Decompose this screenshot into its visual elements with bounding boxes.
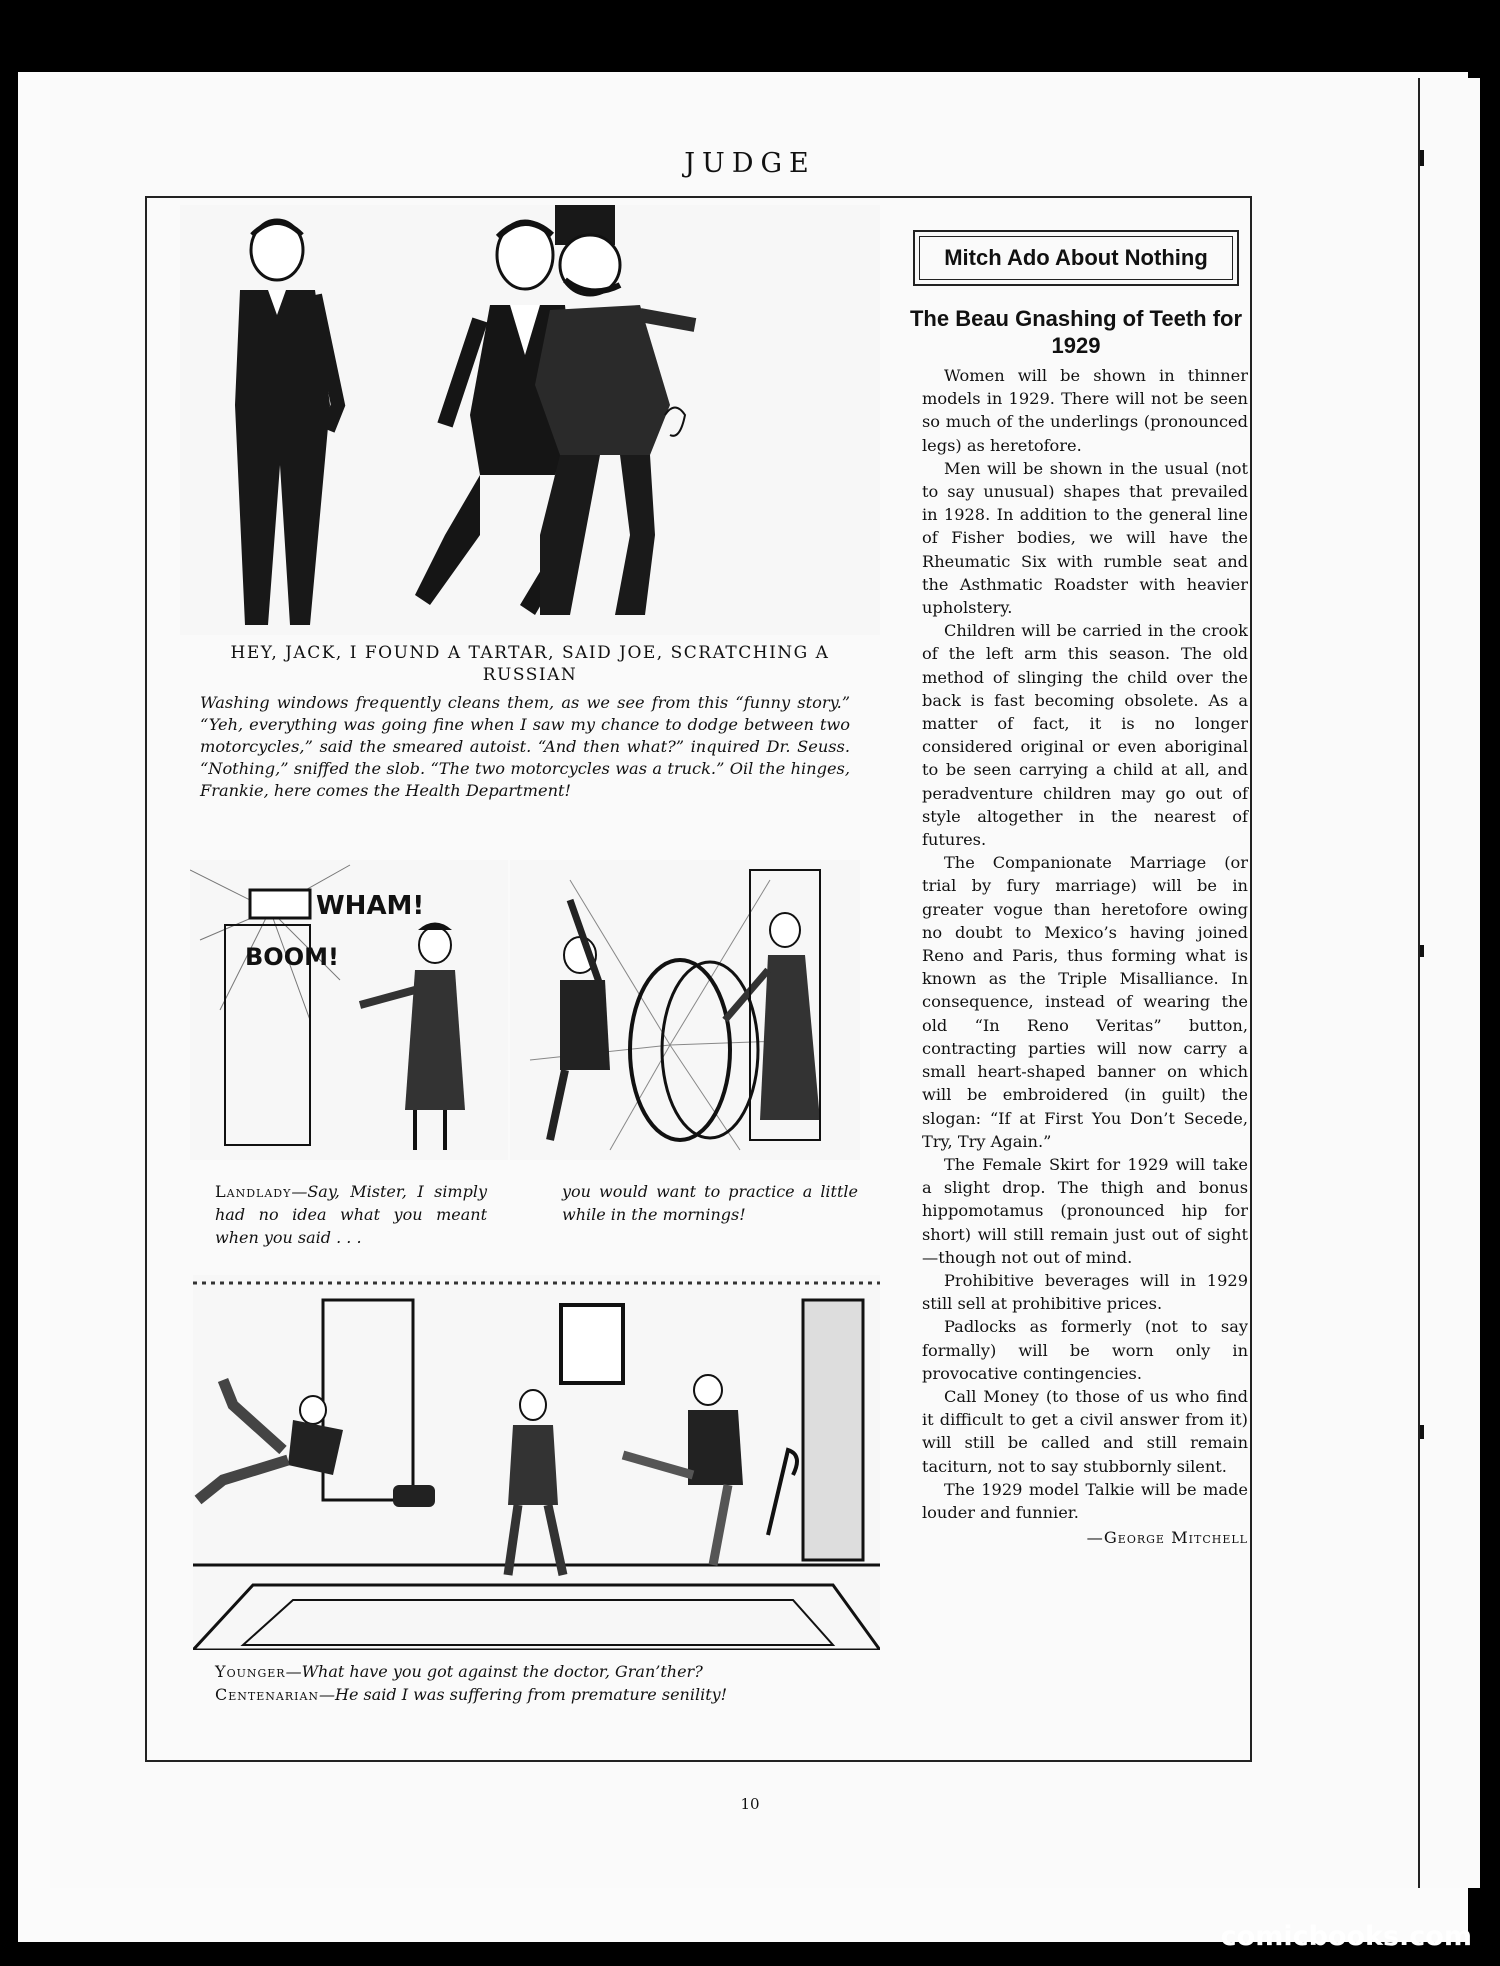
article-box-title: Mitch Ado About Nothing [944, 245, 1208, 270]
speaker-younger: Younger [215, 1662, 286, 1681]
cartoon-landlady-panel-left [190, 860, 508, 1160]
masthead: JUDGE [684, 148, 816, 179]
article-paragraph: Children will be carried in the crook of the left arm this season. The old method of slinging the child over the back is fast becoming obsolete. As a matter of fact, it is no longer considered original or even aboriginal to be seen carrying a child at all, and peradventure children may go out of style altogether in the nearest of futures. [922, 621, 1248, 850]
cartoon3-line2: —He said I was suffering from premature senility! [319, 1685, 728, 1704]
cartoon3-line1: —What have you got against the doctor, Gran’ther? [285, 1662, 703, 1681]
page-number: 10 [740, 1795, 760, 1813]
article-byline: —George Mitchell [1086, 1528, 1248, 1548]
article-paragraph: Padlocks as formerly (not to say formally) will be worn only in provocative contingencies. [922, 1317, 1248, 1383]
watermark: comicbooks.com [1220, 1921, 1472, 1952]
cartoon-centenarian-illustration [193, 1275, 880, 1650]
cartoon3-caption [215, 1660, 820, 1706]
article-subtitle: The Beau Gnashing of Teeth for 1929 [909, 306, 1243, 358]
article-body [922, 364, 1248, 1549]
cartoon2-caption-left-text: —Say, Mister, I simply had no idea what you meant when you said . . . [215, 1182, 487, 1247]
article-paragraph: Women will be shown in thinner models in 1929. There will not be seen so much of the underlings (pronounced legs) as heretofore. [922, 366, 1248, 455]
cartoon2-caption-left [215, 1180, 487, 1249]
binding-mark [1420, 1425, 1424, 1439]
article-paragraph: The Female Skirt for 1929 will take a slight drop. The thigh and bonus hippomotamus (pronounced hip for short) will still remain just out of sight—though not out of mind. [922, 1154, 1248, 1267]
article-paragraph: The 1929 model Talkie will be made louder and funnier. [922, 1479, 1248, 1522]
article-title-box [913, 230, 1239, 286]
cartoon-landlady-panel-right [510, 860, 860, 1160]
sound-wham: WHAM! [316, 891, 425, 921]
article-paragraph: The Companionate Marriage (or trial by fury marriage) will be in greater vogue than heretofore owing no doubt to Mexico’s having joined Reno and Paris, thus forming what is known as the Triple Misalliance. In consequence, instead of wearing the old “In Reno Veritas” button, contracting parties will now carry a small heart-shaped banner on which will be embroidered (in guilt) the slogan: “If at First You Don’t Secede, Try, Try Again.” [922, 853, 1248, 1151]
article-paragraph: Men will be shown in the usual (not to say unusual) shapes that prevailed in 1928. In addition to the general line of Fisher bodies, we will have the Rheumatic Six with rumble seat and the Asthmatic Roadster with heavier upholstery. [922, 458, 1248, 618]
speaker-centenarian: Centenarian [215, 1685, 320, 1704]
facing-page-edge [1418, 78, 1480, 1888]
cartoon2-caption-right: you would want to practice a little while in the mornings! [562, 1182, 858, 1224]
wall-portrait [561, 1305, 623, 1383]
sound-boom: BOOM! [245, 943, 339, 971]
speaker-landlady: Landlady [215, 1182, 292, 1201]
cartoon1-heading: HEY, JACK, I FOUND A TARTAR, SAID JOE, SCRATCHING A RUSSIAN [230, 643, 830, 685]
doctor-bag [393, 1485, 435, 1507]
binding-mark [1420, 945, 1424, 957]
article-paragraph: Call Money (to those of us who find it difficult to get a civil answer from it) will still be called and still remain taciturn, not to say stubbornly silent. [922, 1386, 1248, 1476]
article-paragraph: Prohibitive beverages will in 1929 still sell at prohibitive prices. [922, 1270, 1248, 1314]
cartoon-tartar-illustration [180, 205, 880, 635]
cartoon1-caption: Washing windows frequently cleans them, as we see from this “funny story.” “Yeh, everything was going fine when I saw my chance to dodge between two motorcycles,” said the smeared autoist. “And then what?” inquired Dr. Seuss. “Nothing,” sniffed the slob. “The two motorcycles was a truck.” Oil the hinges, Frankie, here comes the Health Department! [200, 693, 850, 800]
